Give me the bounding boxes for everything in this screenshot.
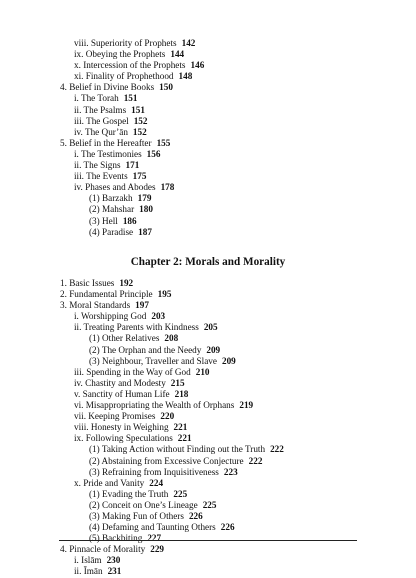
toc-entry-page-number: 222 bbox=[270, 444, 284, 455]
toc-entry bbox=[0, 127, 416, 138]
toc-entry-page-number: 195 bbox=[157, 289, 172, 300]
toc-entry-title: vii. Keeping Promises bbox=[74, 411, 156, 422]
toc-entry-title: ii. The Signs bbox=[74, 160, 121, 171]
toc-entry bbox=[0, 522, 416, 533]
toc-entry bbox=[0, 182, 416, 193]
toc-entry-title: 4. Pinnacle of Morality bbox=[60, 544, 146, 555]
toc-entry-page-number: 210 bbox=[195, 366, 210, 377]
toc-entry-page-number: 187 bbox=[138, 226, 152, 237]
toc-entry-title: (1) Other Relatives bbox=[89, 333, 160, 344]
toc-entry-title: (4) Paradise bbox=[89, 226, 134, 237]
toc-entry-page-number: 224 bbox=[149, 477, 164, 488]
toc-entry-title: ix. Obeying the Prophets bbox=[74, 49, 166, 60]
toc-entry-page-number: 223 bbox=[223, 466, 238, 477]
toc-entry bbox=[0, 533, 416, 544]
toc-entry bbox=[0, 171, 416, 182]
toc-entry-title: iii. Spending in the Way of God bbox=[74, 366, 191, 377]
toc-entry-title: (2) The Orphan and the Needy bbox=[89, 344, 202, 355]
toc-entry-title: iii. The Events bbox=[74, 171, 128, 182]
toc-entry-page-number: 226 bbox=[188, 510, 203, 521]
toc-entry bbox=[0, 138, 416, 149]
toc-entry-page-number: 225 bbox=[173, 488, 188, 499]
toc-entry bbox=[0, 82, 416, 93]
toc-entry-title: (2) Mahshar bbox=[89, 204, 135, 215]
toc-entry-title: (3) Hell bbox=[89, 215, 118, 226]
toc-entry-page-number: 203 bbox=[151, 311, 166, 322]
toc-entry bbox=[0, 555, 416, 566]
toc-entry-title: x. Pride and Vanity bbox=[74, 477, 145, 488]
toc-entry bbox=[0, 367, 416, 378]
toc-entry-page-number: 222 bbox=[248, 455, 263, 466]
toc-entry bbox=[0, 500, 416, 511]
toc-entry-title: (1) Taking Action without Finding out the Truth bbox=[89, 444, 266, 455]
toc-entry-page-number: 152 bbox=[132, 126, 147, 137]
toc-entry-page-number: 209 bbox=[206, 344, 221, 355]
toc-entry bbox=[0, 433, 416, 444]
toc-entry bbox=[0, 49, 416, 60]
footer-rule bbox=[59, 540, 357, 541]
toc-entry-page-number: 152 bbox=[133, 115, 148, 126]
toc-entry bbox=[0, 193, 416, 204]
toc-entry bbox=[0, 105, 416, 116]
toc-entry bbox=[0, 356, 416, 367]
toc-entry bbox=[0, 216, 416, 227]
toc-entry bbox=[0, 467, 416, 478]
toc-section-chapter-1-continued bbox=[0, 38, 416, 238]
toc-entry-title: i. The Torah bbox=[74, 93, 119, 104]
toc-entry bbox=[0, 322, 416, 333]
toc-entry-page-number: 192 bbox=[119, 278, 134, 288]
toc-entry-page-number: 226 bbox=[220, 522, 235, 533]
toc-entry-page-number: 142 bbox=[181, 38, 196, 48]
toc-entry-page-number: 186 bbox=[122, 215, 137, 226]
toc-entry-page-number: 155 bbox=[156, 137, 171, 148]
toc-entry bbox=[0, 478, 416, 489]
toc-entry-title: v. Sanctity of Human Life bbox=[74, 388, 170, 399]
toc-entry-page-number: 179 bbox=[137, 193, 152, 204]
toc-entry-page-number: 229 bbox=[150, 544, 165, 555]
toc-entry-page-number: 146 bbox=[190, 60, 205, 71]
toc-entry bbox=[0, 456, 416, 467]
toc-entry-page-number: 209 bbox=[221, 355, 236, 366]
toc-entry bbox=[0, 345, 416, 356]
toc-entry-title: iv. The Qur’ān bbox=[74, 126, 128, 137]
toc-entry-title: (1) Barzakh bbox=[89, 193, 133, 204]
toc-entry bbox=[0, 60, 416, 71]
toc-entry-title: i. Worshipping God bbox=[74, 311, 147, 322]
toc-section-chapter-2 bbox=[0, 278, 416, 578]
toc-entry-page-number: 151 bbox=[131, 104, 145, 115]
toc-entry-page-number: 197 bbox=[135, 300, 149, 311]
toc-entry bbox=[0, 300, 416, 311]
toc-entry bbox=[0, 71, 416, 82]
toc-entry-title: (2) Abstaining from Excessive Conjecture bbox=[89, 455, 244, 466]
toc-entry-page-number: 231 bbox=[107, 566, 122, 577]
toc-entry-title: iv. Phases and Abodes bbox=[74, 182, 156, 193]
toc-entry-page-number: 219 bbox=[239, 400, 254, 411]
toc-entry-title: ii. The Psalms bbox=[74, 104, 127, 115]
toc-entry-title: iv. Chastity and Modesty bbox=[74, 377, 166, 388]
toc-entry bbox=[0, 389, 416, 400]
toc-entry-title: i. The Testimonies bbox=[74, 148, 142, 159]
toc-entry bbox=[0, 411, 416, 422]
toc-entry-page-number: 215 bbox=[170, 377, 185, 388]
toc-entry-page-number: 151 bbox=[123, 93, 138, 104]
toc-entry bbox=[0, 116, 416, 127]
toc-entry bbox=[0, 422, 416, 433]
toc-entry-page-number: 220 bbox=[160, 411, 175, 422]
toc-entry-title: 5. Belief in the Hereafter bbox=[60, 137, 152, 148]
toc-entry-title: (3) Making Fun of Others bbox=[89, 510, 184, 521]
toc-entry bbox=[0, 227, 416, 238]
toc-entry-title: (3) Refraining from Inquisitiveness bbox=[89, 466, 219, 477]
toc-entry-page-number: 208 bbox=[164, 333, 179, 344]
toc-entry bbox=[0, 278, 416, 289]
toc-entry-page-number: 218 bbox=[174, 388, 189, 399]
toc-entry-title: 1. Basic Issues bbox=[60, 278, 115, 288]
toc-entry bbox=[0, 289, 416, 300]
toc-entry bbox=[0, 489, 416, 500]
toc-entry-title: iii. The Gospel bbox=[74, 115, 129, 126]
toc-entry-page-number: 148 bbox=[178, 71, 193, 82]
toc-entry bbox=[0, 204, 416, 215]
toc-entry-page-number: 178 bbox=[160, 182, 175, 193]
toc-entry-title: 4. Belief in Divine Books bbox=[60, 82, 155, 93]
toc-entry-title: vi. Misappropriating the Wealth of Orphans bbox=[74, 400, 235, 411]
toc-entry-page-number: 221 bbox=[173, 422, 188, 433]
toc-entry-title: viii. Superiority of Prophets bbox=[74, 38, 177, 48]
toc-entry-page-number: 227 bbox=[147, 533, 162, 544]
toc-entry-page-number: 150 bbox=[159, 82, 173, 93]
toc-entry-page-number: 225 bbox=[202, 499, 217, 510]
toc-entry bbox=[0, 511, 416, 522]
toc-entry bbox=[0, 38, 416, 49]
toc-entry-page-number: 171 bbox=[125, 160, 140, 171]
toc-entry bbox=[0, 566, 416, 577]
toc-entry-title: ii. Īmān bbox=[74, 566, 103, 577]
toc-entry-page-number: 180 bbox=[139, 204, 153, 215]
toc-entry bbox=[0, 378, 416, 389]
toc-entry-title: (4) Defaming and Taunting Others bbox=[89, 522, 216, 533]
toc-entry-title: ii. Treating Parents with Kindness bbox=[74, 322, 199, 333]
toc-entry-page-number: 221 bbox=[177, 433, 192, 444]
toc-entry-title: viii. Honesty in Weighing bbox=[74, 422, 169, 433]
toc-entry-page-number: 175 bbox=[132, 171, 147, 182]
toc-entry-title: ix. Following Speculations bbox=[74, 433, 173, 444]
toc-entry-title: x. Intercession of the Prophets bbox=[74, 60, 186, 71]
toc-entry-title: (2) Conceit on One’s Lineage bbox=[89, 499, 198, 510]
toc-entry bbox=[0, 149, 416, 160]
toc-entry-title: xi. Finality of Prophethood bbox=[74, 71, 174, 82]
toc-entry-title: 2. Fundamental Principle bbox=[60, 289, 153, 300]
toc-entry bbox=[0, 444, 416, 455]
toc-entry bbox=[0, 333, 416, 344]
toc-entry bbox=[0, 400, 416, 411]
toc-entry-title: 3. Moral Standards bbox=[60, 300, 131, 311]
toc-entry bbox=[0, 311, 416, 322]
chapter-heading: Chapter 2: Morals and Morality bbox=[130, 256, 286, 268]
toc-entry-page-number: 156 bbox=[146, 148, 161, 159]
toc-entry bbox=[0, 160, 416, 171]
toc-entry-page-number: 230 bbox=[106, 555, 121, 566]
toc-entry-title: (3) Neighbour, Traveller and Slave bbox=[89, 355, 217, 366]
toc-entry bbox=[0, 93, 416, 104]
toc-entry-title: (5) Backbiting bbox=[89, 533, 143, 544]
toc-entry-title: (1) Evading the Truth bbox=[89, 488, 169, 499]
toc-entry-page-number: 205 bbox=[203, 322, 218, 333]
toc-entry-title: i. Islām bbox=[74, 555, 102, 566]
toc-entry-page-number: 144 bbox=[170, 49, 185, 60]
